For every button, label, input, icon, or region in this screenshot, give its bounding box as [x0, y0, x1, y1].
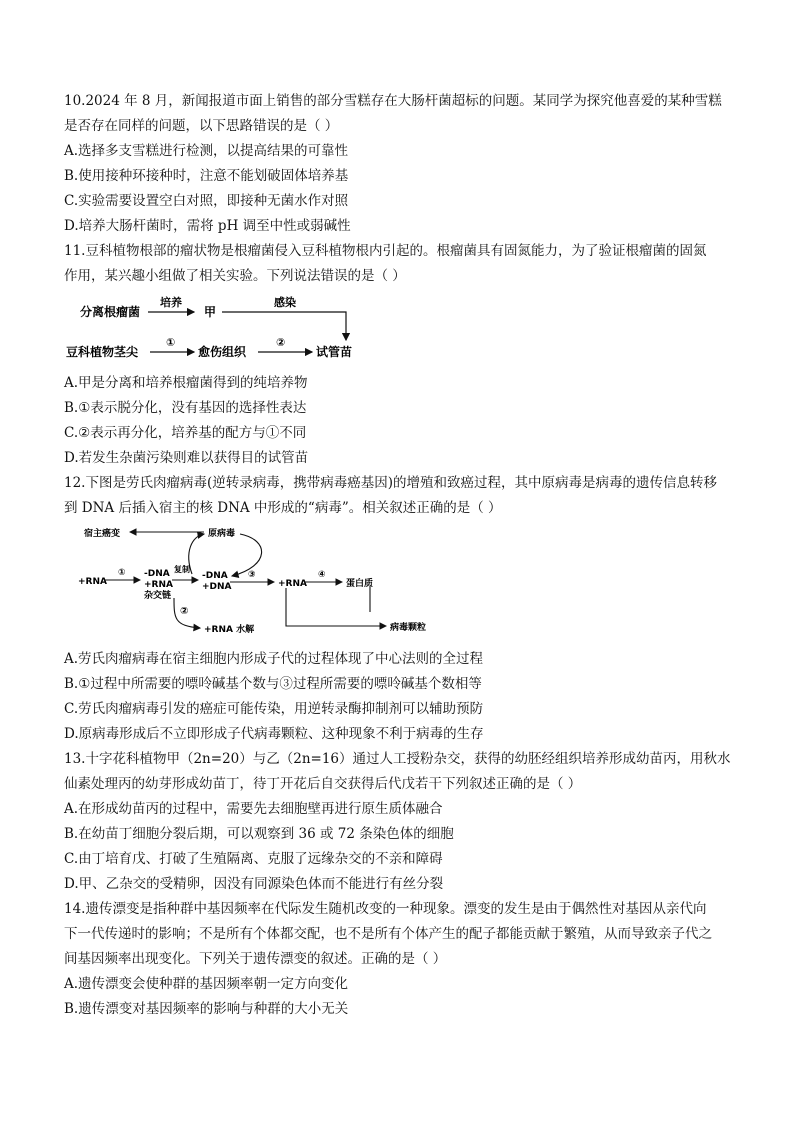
q10-stem-line1: 10.2024 年 8 月，新闻报道市面上销售的部分雪糕存在大肠杆菌超标的问题。某同学为探究他喜爱的某种雪糕 — [64, 93, 722, 109]
q12-stem-line2: 到 DNA 后插入宿主的核 DNA 中形成的“病毒”。相关叙述正确的是（ ） — [64, 500, 502, 516]
q10-option-b[interactable]: B.使用接种环接种时，注意不能划破固体培养基 — [64, 168, 349, 184]
q11-stem-line2: 作用，某兴趣小组做了相关实验。下列说法错误的是（ ） — [64, 268, 406, 284]
q11-option-b[interactable]: B.①表示脱分化，没有基因的选择性表达 — [64, 400, 307, 416]
q12-label-step4: ④ — [318, 570, 326, 580]
q11-label-culture: 培养 — [160, 296, 182, 309]
q11-label-stem-tip: 豆科植物茎尖 — [66, 345, 139, 359]
q11-option-a[interactable]: A.甲是分离和培养根瘤菌得到的纯培养物 — [64, 375, 308, 391]
q10-option-d[interactable]: D.培养大肠杆菌时，需将 pH 调至中性或弱碱性 — [64, 218, 351, 234]
q10-stem-line2: 是否存在同样的问题，以下思路错误的是（ ） — [64, 118, 339, 134]
q11-label-step2: ② — [276, 336, 286, 349]
q12-label-plus-rna-2: +RNA — [144, 580, 173, 590]
q11-label-callus: 愈伤组织 — [198, 345, 247, 359]
q14-stem-line1: 14.遗传漂变是指种群中基因频率在代际发生随机改变的一种现象。漂变的发生是由于偶然性对基因从亲代向 — [64, 901, 707, 917]
q11-option-d[interactable]: D.若发生杂菌污染则难以获得目的试管苗 — [64, 450, 309, 466]
q14-stem-line3: 间基因频率出现变化。下列关于遗传漂变的叙述。正确的是（ ） — [64, 951, 447, 967]
q12-label-virion: 病毒颗粒 — [390, 623, 427, 633]
q12-option-a[interactable]: A.劳氏肉瘤病毒在宿主细胞内形成子代的过程体现了中心法则的全过程 — [64, 651, 484, 667]
q12-label-replicate: 复制 — [174, 565, 190, 574]
q12-label-protein: 蛋白质 — [346, 579, 374, 589]
q10-option-a[interactable]: A.选择多支雪糕进行检测，以提高结果的可靠性 — [64, 143, 349, 159]
q12-label-host-cancer: 宿主癌变 — [84, 529, 121, 539]
q13-option-c[interactable]: C.由丁培育戊、打破了生殖隔离、克服了远缘杂交的不亲和障碍 — [64, 851, 443, 867]
q14-option-a[interactable]: A.遗传漂变会使种群的基因频率朝一定方向变化 — [64, 976, 349, 992]
q11-label-jia: 甲 — [204, 305, 217, 319]
q14-stem-line2: 下一代传递时的影响；不是所有个体都交配，也不是所有个体产生的配子都能贡献于繁殖，从而导致亲子代之 — [64, 926, 712, 942]
q11-diagram — [64, 290, 364, 364]
q12-label-minus-dna-2: -DNA — [202, 571, 228, 581]
q11-stem-line1: 11.豆科植物根部的瘤状物是根瘤菌侵入豆科植物根内引起的。根瘤菌具有固氮能力，为了验证根瘤菌的固氮 — [64, 243, 707, 259]
q11-option-c[interactable]: C.②表示再分化，培养基的配方与①不同 — [64, 425, 307, 441]
q13-stem-line2: 仙素处理丙的幼芽形成幼苗丁，待丁开花后自交获得后代戊若干下列叙述正确的是（ ） — [64, 776, 582, 792]
q10-option-c[interactable]: C.实验需要设置空白对照，即接种无菌水作对照 — [64, 193, 349, 209]
q14-option-b[interactable]: B.遗传漂变对基因频率的影响与种群的大小无关 — [64, 1001, 349, 1017]
q11-label-separate: 分离根瘤菌 — [80, 305, 141, 319]
q12-arrow-dna-to-provirus — [189, 534, 204, 574]
q13-stem-line1: 13.十字花科植物甲（2n=20）与乙（2n=16）通过人工授粉杂交，获得的幼胚经组织培养形成幼苗丙，用秋水 — [64, 751, 731, 767]
q12-label-plus-dna: +DNA — [202, 582, 232, 592]
q12-label-step2: ② — [180, 606, 189, 617]
q11-label-infect: 感染 — [274, 296, 296, 309]
q12-option-c[interactable]: C.劳氏肉瘤病毒引发的癌症可能传染，用逆转录酶抑制剂可以辅助预防 — [64, 701, 484, 717]
q12-label-minus-dna: -DNA — [144, 569, 170, 579]
q13-option-b[interactable]: B.在幼苗丁细胞分裂后期，可以观察到 36 或 72 条染色体的细胞 — [64, 826, 454, 842]
q12-option-d[interactable]: D.原病毒形成后不立即形成子代病毒颗粒、这种现象不利于病毒的生存 — [64, 726, 484, 742]
q12-stem-line1: 12.下图是劳氏肉瘤病毒(逆转录病毒，携带病毒癌基因)的增殖和致癌过程，其中原病毒是病毒的遗传信息转移 — [64, 475, 718, 491]
q13-option-a[interactable]: A.在形成幼苗丙的过程中，需要先去细胞壁再进行原生质体融合 — [64, 801, 443, 817]
q12-arrow-provirus-to-dna — [232, 534, 262, 576]
q12-label-plus-rna-3: +RNA — [278, 579, 307, 589]
q12-label-hydrolysis: +RNA 水解 — [204, 625, 255, 635]
q12-diagram — [64, 522, 434, 642]
q12-label-plus-rna: +RNA — [78, 577, 107, 587]
q12-label-step3: ③ — [248, 570, 256, 580]
q12-option-b[interactable]: B.①过程中所需要的嘌呤碱基个数与③过程所需要的嘌呤碱基个数相等 — [64, 676, 482, 692]
q12-label-provirus: 原病毒 — [208, 529, 236, 539]
q11-label-step1: ① — [166, 336, 176, 349]
q12-label-step1: ① — [118, 568, 126, 578]
q13-option-d[interactable]: D.甲、乙杂交的受精卵，因没有同源染色体而不能进行有丝分裂 — [64, 876, 444, 892]
q12-label-hybrid: 杂交链 — [144, 591, 172, 601]
q11-label-seedling: 试管苗 — [316, 345, 353, 359]
q12-arrow-rna-to-virion — [286, 588, 386, 626]
